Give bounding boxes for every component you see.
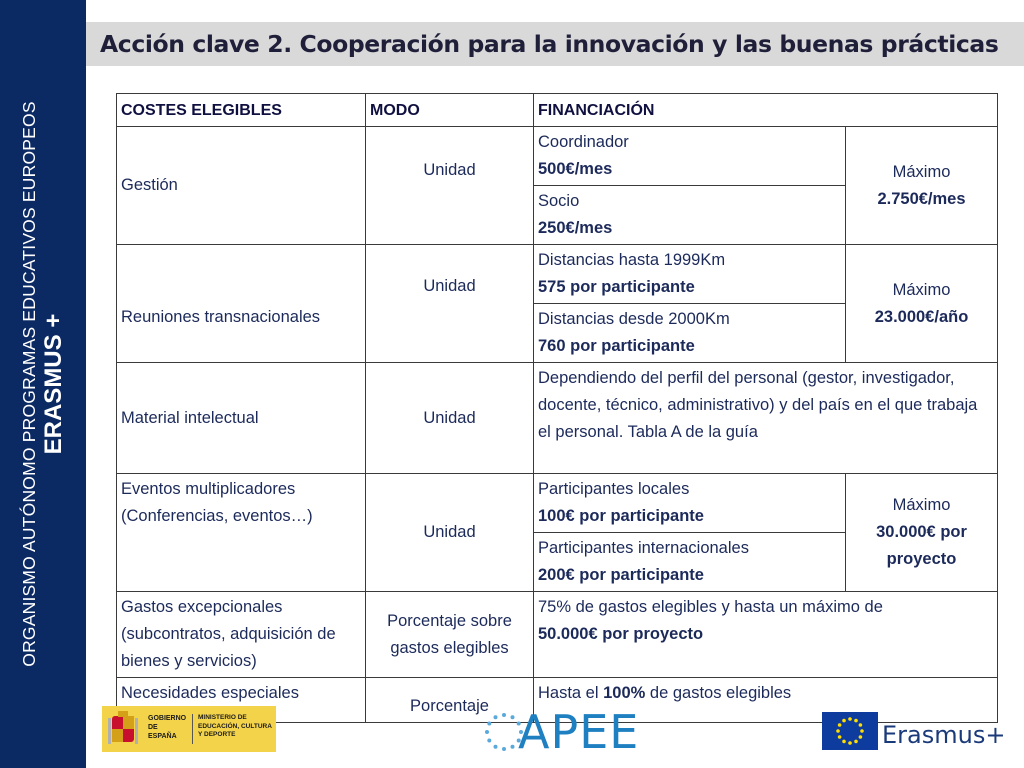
financing-cell (534, 592, 998, 678)
title-bar (86, 22, 1024, 66)
financing-sub-title: Socio (538, 192, 580, 210)
financing-sub-title: Coordinador (538, 133, 629, 151)
financing-material: Dependiendo del perfil del personal (gestor, investigador, docente, técnico, administrativo) y del país en el que trabaja el personal. Tabla A de la guía (534, 363, 998, 474)
cost-label-especiales: Necesidades especiales (117, 678, 366, 723)
max-cell (846, 245, 998, 363)
max-label: Máximo (892, 162, 951, 181)
cost-label-eventos: Eventos multiplicadores (Conferencias, eventos…) (117, 474, 366, 592)
financing-cell (534, 304, 846, 363)
eu-flag-icon (822, 712, 878, 750)
financing-sub-value: 760 por participante (538, 337, 695, 355)
max-value: 2.750€/mes (877, 189, 966, 208)
mode-gestion: Unidad (366, 127, 534, 245)
financing-cell (534, 474, 846, 533)
financing-cell (534, 245, 846, 304)
financing-sub-title: Participantes internacionales (538, 539, 749, 557)
logo-divider (192, 714, 193, 744)
cost-label-gestion: Gestión (117, 127, 366, 245)
table-row (117, 245, 998, 304)
financing-text: 75% de gastos elegibles y hasta un máximo de (538, 598, 883, 616)
table-row (117, 363, 998, 474)
header-costs: COSTES ELEGIBLES (117, 94, 366, 127)
program-brand: ERASMUS + (40, 313, 67, 455)
table-row (117, 127, 998, 186)
financing-cell (534, 533, 846, 592)
financing-cell (534, 186, 846, 245)
mode-excepcionales: Porcentaje sobre gastos elegibles (366, 592, 534, 678)
cost-label-reuniones: Reuniones transnacionales (117, 245, 366, 363)
cost-label-material: Material intelectual (117, 363, 366, 474)
sidebar (0, 0, 86, 768)
header-mode: MODO (366, 94, 534, 127)
page-title: Acción clave 2. Cooperación para la innovación y las buenas prácticas (100, 30, 999, 58)
financing-pre: Hasta el (538, 684, 604, 702)
mode-material: Unidad (366, 363, 534, 474)
sidebar-vertical-text (18, 0, 68, 768)
table-row (117, 474, 998, 533)
max-value: 23.000€/año (874, 307, 969, 326)
apee-logo (484, 706, 664, 758)
financing-sub-value: 250€/mes (538, 219, 613, 237)
ministry-text: MINISTERIO DE EDUCACIÓN, CULTURA Y DEPORTE (198, 714, 272, 738)
financing-sub-value: 500€/mes (538, 160, 613, 178)
organization-name: ORGANISMO AUTÓNOMO PROGRAMAS EDUCATIVOS EUROPEOS (19, 101, 39, 667)
government-text: GOBIERNO DE ESPAÑA (148, 715, 187, 740)
coat-of-arms-icon (108, 710, 138, 748)
financing-sub-title: Distancias hasta 1999Km (538, 251, 726, 269)
financing-cell (534, 127, 846, 186)
eu-stars-icon (822, 712, 878, 750)
financing-sub-title: Distancias desde 2000Km (538, 310, 730, 328)
financing-post: de gastos elegibles (645, 684, 792, 702)
spain-government-logo (102, 706, 276, 752)
financing-value: 50.000€ por proyecto (538, 625, 704, 643)
table-row (117, 592, 998, 678)
mode-eventos: Unidad (366, 474, 534, 592)
max-label: Máximo (892, 280, 951, 299)
financing-sub-value: 100€ por participante (538, 507, 704, 525)
financing-sub-value: 575 por participante (538, 278, 695, 296)
financing-sub-value: 200€ por participante (538, 566, 704, 584)
apee-wordmark: APEE (518, 705, 640, 759)
max-value: 30.000€ por proyecto (876, 523, 967, 568)
erasmus-plus-wordmark: Erasmus+ (882, 721, 1006, 749)
financing-sub-title: Participantes locales (538, 480, 690, 498)
max-label: Máximo (892, 496, 951, 514)
table-header-row (117, 94, 998, 127)
max-cell (846, 474, 998, 592)
eligible-costs-table (116, 93, 998, 723)
cost-label-excepcionales: Gastos excepcionales (subcontratos, adquisición de bienes y servicios) (117, 592, 366, 678)
max-cell (846, 127, 998, 245)
mode-especiales: Porcentaje (366, 678, 534, 723)
mode-reuniones: Unidad (366, 245, 534, 363)
header-financing: FINANCIACIÓN (534, 94, 998, 127)
financing-bold: 100% (603, 684, 646, 702)
